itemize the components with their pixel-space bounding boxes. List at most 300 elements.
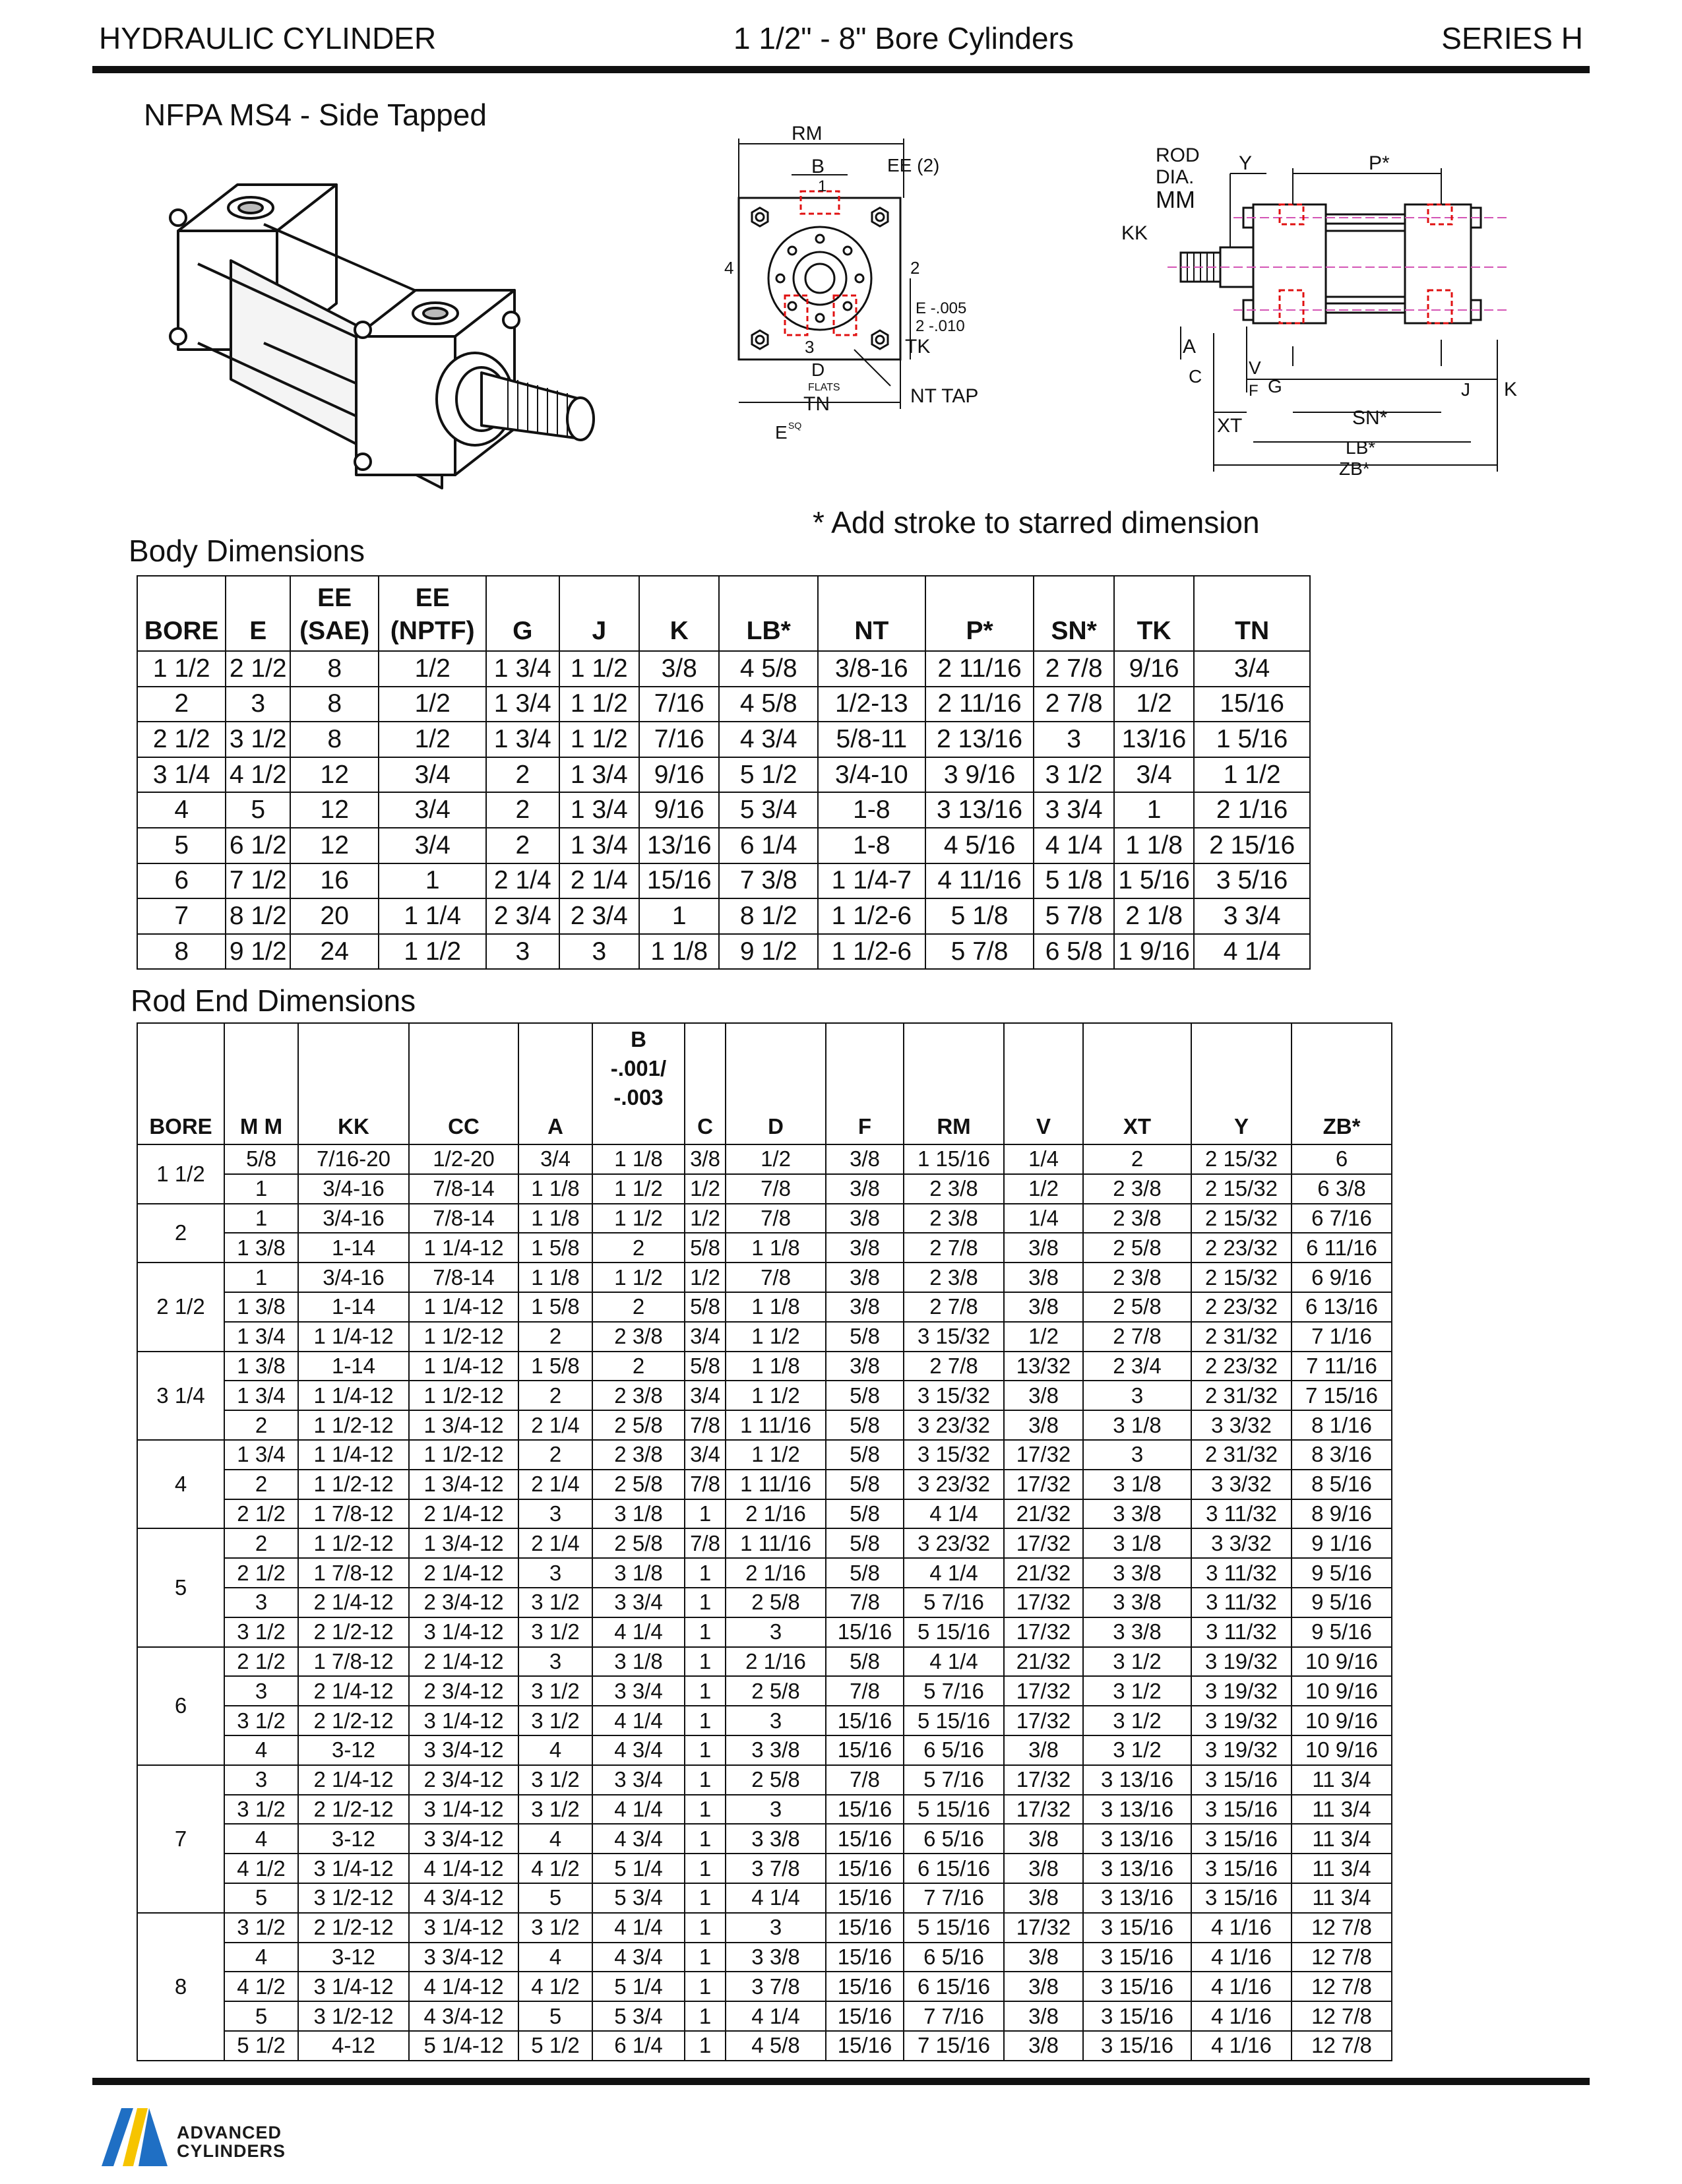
table-row [137, 2001, 1392, 2031]
svg-text:NT TAP: NT TAP [910, 385, 979, 407]
table-cell: 1/2 [379, 651, 486, 687]
table-cell: 3 15/16 [1191, 1824, 1292, 1854]
table-cell: 4 [518, 1735, 592, 1765]
table-cell: 3 3/4 [1194, 898, 1310, 934]
table-cell: 15/16 [826, 1854, 904, 1883]
body-header-line [487, 582, 559, 615]
table-cell: 3/8 [826, 1263, 904, 1292]
rod-col-11 [1083, 1023, 1191, 1144]
table-cell: 3 [726, 1706, 826, 1735]
rod-col-5 [592, 1023, 685, 1144]
table-cell: 2 23/32 [1191, 1352, 1292, 1381]
table-cell: 1 5/16 [1114, 863, 1194, 899]
table-cell: 1 11/16 [726, 1528, 826, 1558]
table-cell: 3/8 [826, 1233, 904, 1263]
table-cell: 7/16 [639, 687, 719, 722]
table-cell: 1 3/4 [486, 651, 559, 687]
rod-header-line [1192, 1054, 1291, 1083]
table-cell: 7/8 [726, 1174, 826, 1204]
table-cell: 3 1/2 [518, 1913, 592, 1943]
table-cell: 3/8 [1004, 1381, 1083, 1410]
table-row [137, 1824, 1392, 1854]
table-cell: 1 [685, 2031, 726, 2061]
body-header-line: (NPTF) [390, 617, 475, 645]
table-cell: 1/2-20 [409, 1144, 518, 1174]
svg-text:1: 1 [818, 177, 827, 195]
table-cell: 1 [685, 1795, 726, 1825]
table-cell: 2 5/8 [726, 1588, 826, 1617]
body-header-line: K [670, 617, 689, 645]
body-header-line: P* [966, 617, 993, 645]
bore-cell: 1 1/2 [137, 1144, 224, 1204]
table-cell: 1 7/8-12 [298, 1499, 409, 1529]
table-cell: 5 15/16 [904, 1617, 1004, 1647]
svg-text:2 -.010: 2 -.010 [916, 317, 965, 335]
table-cell: 2 [518, 1440, 592, 1470]
rod-header-line [685, 1025, 725, 1054]
table-cell: 1 1/8 [639, 934, 719, 970]
table-cell: 2 1/2-12 [298, 1913, 409, 1943]
table-cell: 17/32 [1004, 1470, 1083, 1499]
bore-cell: 1 1/2 [137, 651, 226, 687]
table-cell: 3 13/16 [1083, 1883, 1191, 1913]
rod-header-line [225, 1054, 297, 1083]
table-cell: 8 5/16 [1292, 1470, 1392, 1499]
table-cell: 1/2-13 [818, 687, 925, 722]
table-cell: 3 19/32 [1191, 1647, 1292, 1677]
table-cell: 4 1/4 [1194, 934, 1310, 970]
table-cell: 2 5/8 [592, 1528, 685, 1558]
table-cell: 2 [224, 1410, 298, 1440]
table-cell: 5/8 [826, 1322, 904, 1352]
table-cell: 7/8 [685, 1470, 726, 1499]
table-cell: 1 1/4-12 [409, 1233, 518, 1263]
table-cell: 3/8 [639, 651, 719, 687]
table-cell: 15/16 [826, 1824, 904, 1854]
table-row [137, 828, 1310, 863]
table-cell: 17/32 [1004, 1706, 1083, 1735]
table-cell: 6 1/4 [719, 828, 818, 863]
table-cell: 1/2 [379, 722, 486, 757]
table-cell: 3 11/32 [1191, 1588, 1292, 1617]
table-cell: 2 3/8 [904, 1204, 1004, 1233]
table-cell: 3-12 [298, 1735, 409, 1765]
table-cell: 3 1/2-12 [298, 2001, 409, 2031]
table-cell: 2 7/8 [904, 1233, 1004, 1263]
body-col-12 [1194, 576, 1310, 651]
table-cell: 1 [685, 1588, 726, 1617]
table-row [137, 792, 1310, 828]
table-cell: 4 3/4 [592, 1943, 685, 1972]
body-header-line [926, 582, 1034, 615]
table-cell: 15/16 [826, 1735, 904, 1765]
table-cell: 5 7/16 [904, 1765, 1004, 1795]
table-cell: 3/8 [1004, 1943, 1083, 1972]
table-cell: 3 [726, 1913, 826, 1943]
table-cell: 3 13/16 [1083, 1765, 1191, 1795]
table-cell: 2 [518, 1322, 592, 1352]
table-cell: 7/8-14 [409, 1174, 518, 1204]
table-row [137, 757, 1310, 793]
table-cell: 3 1/8 [592, 1499, 685, 1529]
table-row [137, 1233, 1392, 1263]
table-cell: 2 3/8 [592, 1381, 685, 1410]
table-cell: 2 1/16 [1194, 792, 1310, 828]
table-cell: 2 1/4-12 [409, 1499, 518, 1529]
cylinder-iso-drawing [132, 145, 607, 501]
table-cell: 1 1/2 [592, 1174, 685, 1204]
body-header-line: G [513, 617, 533, 645]
table-cell: 3 [559, 934, 639, 970]
svg-text:P*: P* [1369, 152, 1390, 174]
table-cell: 2 1/4 [486, 863, 559, 899]
table-cell: 3/4-10 [818, 757, 925, 793]
table-cell: 5 [518, 2001, 592, 2031]
table-cell: 1 3/4-12 [409, 1410, 518, 1440]
table-cell: 1 3/4 [559, 792, 639, 828]
table-cell: 2 [518, 1381, 592, 1410]
rod-header-line [726, 1083, 825, 1112]
table-cell: 1 1/4-12 [298, 1322, 409, 1352]
table-cell: 3/4 [518, 1144, 592, 1174]
table-cell: 13/32 [1004, 1352, 1083, 1381]
table-cell: 4 1/4 [904, 1499, 1004, 1529]
table-cell: 3/8 [1004, 1292, 1083, 1322]
table-cell: 3/4 [685, 1381, 726, 1410]
table-cell: 3 1/4-12 [298, 1972, 409, 2001]
table-cell: 3/8 [1004, 1735, 1083, 1765]
table-cell: 1/2 [685, 1174, 726, 1204]
table-cell: 1 1/2-12 [409, 1322, 518, 1352]
table-cell: 1 3/4-12 [409, 1470, 518, 1499]
table-cell: 1 9/16 [1114, 934, 1194, 970]
company-logo [99, 2106, 310, 2169]
body-col-8 [818, 576, 925, 651]
table-row [137, 1795, 1392, 1825]
table-cell: 1 [1114, 792, 1194, 828]
table-cell: 1 [685, 1854, 726, 1883]
table-cell: 3 [224, 1765, 298, 1795]
table-cell: 2 1/16 [726, 1647, 826, 1677]
header-subtitle: 1 1/2" - 8" Bore Cylinders [733, 21, 1074, 55]
table-cell: 3 1/2 [1083, 1676, 1191, 1706]
table-cell: 1/2 [1004, 1322, 1083, 1352]
rod-col-7 [726, 1023, 826, 1144]
table-cell: 15/16 [826, 2001, 904, 2031]
rod-col-2 [298, 1023, 409, 1144]
table-cell: 2 1/2 [224, 1499, 298, 1529]
table-row [137, 687, 1310, 722]
table-cell: 3 7/8 [726, 1972, 826, 2001]
table-cell: 2 7/8 [1083, 1322, 1191, 1352]
table-cell: 5 15/16 [904, 1706, 1004, 1735]
table-cell: 1 1/4-7 [818, 863, 925, 899]
svg-text:V: V [1249, 358, 1261, 378]
svg-text:SN*: SN* [1352, 407, 1388, 429]
table-cell: 11 3/4 [1292, 1854, 1392, 1883]
rod-col-12 [1191, 1023, 1292, 1144]
rod-header-line [299, 1025, 408, 1054]
table-cell: 6 3/8 [1292, 1174, 1392, 1204]
table-cell: 4 [224, 1943, 298, 1972]
table-cell: 5 1/2 [518, 2031, 592, 2061]
table-cell: 5 3/4 [592, 2001, 685, 2031]
table-cell: 2 7/8 [1034, 651, 1113, 687]
bore-cell: 3 1/4 [137, 757, 226, 793]
table-cell: 4 [518, 1824, 592, 1854]
table-cell: 3/4-16 [298, 1204, 409, 1233]
table-cell: 4 1/4-12 [409, 1854, 518, 1883]
table-cell: 1 1/2-12 [298, 1470, 409, 1499]
table-cell: 4 5/8 [719, 651, 818, 687]
table-cell: 1 15/16 [904, 1144, 1004, 1174]
table-cell: 2 1/2 [226, 651, 290, 687]
rod-header-line [1005, 1083, 1082, 1112]
table-cell: 2 23/32 [1191, 1233, 1292, 1263]
table-cell: 3 [518, 1647, 592, 1677]
table-cell: 2 3/4 [486, 898, 559, 934]
table-cell: 2 3/4 [559, 898, 639, 934]
table-cell: 3 9/16 [925, 757, 1034, 793]
table-cell: 3 3/4-12 [409, 1824, 518, 1854]
table-cell: 12 7/8 [1292, 1943, 1392, 1972]
table-cell: 3 13/16 [1083, 1824, 1191, 1854]
table-cell: 1 [685, 1706, 726, 1735]
table-cell: 2 5/8 [1083, 1292, 1191, 1322]
table-cell: 20 [290, 898, 379, 934]
table-cell: 2 7/8 [1034, 687, 1113, 722]
rod-col-1 [224, 1023, 298, 1144]
rod-end-dimensions-title: Rod End Dimensions [131, 983, 416, 1018]
table-cell: 7/8 [726, 1263, 826, 1292]
svg-text:KK: KK [1121, 222, 1148, 244]
table-cell: 1 1/8 [518, 1263, 592, 1292]
table-row [137, 1706, 1392, 1735]
table-row [137, 2031, 1392, 2061]
table-cell: 3 1/2 [1083, 1647, 1191, 1677]
side-view-drawing [1115, 142, 1543, 485]
table-cell: 1 3/4 [559, 828, 639, 863]
table-cell: 4 1/4 [726, 1883, 826, 1913]
table-cell: 3 [1083, 1440, 1191, 1470]
table-cell: 8 1/2 [719, 898, 818, 934]
table-cell: 2 11/16 [925, 687, 1034, 722]
body-header-line: NT [854, 617, 889, 645]
table-cell: 2 31/32 [1191, 1440, 1292, 1470]
rod-header-line [138, 1025, 224, 1054]
table-cell: 1 1/2 [559, 651, 639, 687]
body-header-line [560, 582, 639, 615]
bore-cell: 7 [137, 1765, 224, 1913]
table-cell: 2 1/4 [559, 863, 639, 899]
table-cell: 3 1/2 [1083, 1735, 1191, 1765]
svg-text:D: D [811, 359, 825, 380]
table-cell: 4 1/4 [726, 2001, 826, 2031]
table-cell: 3 1/2 [518, 1588, 592, 1617]
table-cell: 4-12 [298, 2031, 409, 2061]
table-cell: 1/4 [1004, 1144, 1083, 1174]
table-cell: 9 1/2 [226, 934, 290, 970]
table-cell: 3 13/16 [1083, 1795, 1191, 1825]
table-cell: 3 [226, 687, 290, 722]
rod-header-line [1084, 1054, 1191, 1083]
table-cell: 7/8 [726, 1204, 826, 1233]
table-cell: 4 5/8 [726, 2031, 826, 2061]
table-cell: 3/8 [826, 1352, 904, 1381]
svg-text:E: E [775, 422, 788, 443]
table-cell: 1 3/4 [559, 757, 639, 793]
table-cell: 1 1/2 [726, 1322, 826, 1352]
rod-header-line [1084, 1083, 1191, 1112]
table-cell: 2 3/8 [592, 1322, 685, 1352]
table-cell: 3 5/16 [1194, 863, 1310, 899]
table-cell: 1 11/16 [726, 1470, 826, 1499]
table-cell: 1 1/4 [379, 898, 486, 934]
table-cell: 1/2 [379, 687, 486, 722]
table-cell: 1-14 [298, 1233, 409, 1263]
table-cell: 6 5/8 [1034, 934, 1113, 970]
rod-header-line: CC [448, 1114, 480, 1139]
svg-text:TK: TK [905, 336, 931, 358]
svg-text:J: J [1461, 379, 1470, 400]
bore-cell: 5 [137, 828, 226, 863]
table-cell: 2 1/4-12 [409, 1558, 518, 1588]
rod-col-4 [518, 1023, 592, 1144]
rod-header-line [1084, 1025, 1191, 1054]
rod-header-line [138, 1054, 224, 1083]
table-cell: 2 1/4 [518, 1410, 592, 1440]
table-cell: 1/2 [685, 1204, 726, 1233]
table-cell: 1 1/8 [518, 1204, 592, 1233]
table-cell: 3 1/2 [518, 1706, 592, 1735]
rod-header-line: XT [1123, 1114, 1152, 1139]
table-cell: 11 3/4 [1292, 1795, 1392, 1825]
table-cell: 3 3/8 [1083, 1588, 1191, 1617]
rod-header-line: Y [1233, 1114, 1249, 1139]
rod-col-0 [137, 1023, 224, 1144]
table-cell: 15/16 [826, 1883, 904, 1913]
body-header-line [226, 582, 290, 615]
table-cell: 4 5/8 [719, 687, 818, 722]
table-cell: 10 9/16 [1292, 1676, 1392, 1706]
table-cell: 3/8 [1004, 1263, 1083, 1292]
table-cell: 2 3/4-12 [409, 1676, 518, 1706]
table-cell: 7/8-14 [409, 1204, 518, 1233]
table-cell: 3 15/32 [904, 1322, 1004, 1352]
table-cell: 5 3/4 [719, 792, 818, 828]
table-cell: 6 7/16 [1292, 1204, 1392, 1233]
rod-header-line [1292, 1083, 1391, 1112]
table-cell: 5 15/16 [904, 1913, 1004, 1943]
table-cell: 2 3/8 [904, 1263, 1004, 1292]
rod-header-line [225, 1025, 297, 1054]
table-cell: 3 3/4 [592, 1588, 685, 1617]
table-cell: 1 1/2 [379, 934, 486, 970]
table-cell: 9 5/16 [1292, 1588, 1392, 1617]
table-cell: 6 15/16 [904, 1972, 1004, 2001]
table-cell: 6 5/16 [904, 1824, 1004, 1854]
table-cell: 6 11/16 [1292, 1233, 1392, 1263]
table-cell: 17/32 [1004, 1676, 1083, 1706]
rod-header-line: B [631, 1027, 646, 1051]
body-header-line: (SAE) [299, 617, 370, 645]
table-cell: 3 1/2 [224, 1706, 298, 1735]
rod-header-line: ZB* [1323, 1114, 1361, 1139]
body-col-3 [379, 576, 486, 651]
table-cell: 13/16 [639, 828, 719, 863]
table-cell: 9/16 [1114, 651, 1194, 687]
table-row [137, 1883, 1392, 1913]
table-cell: 5/8 [685, 1352, 726, 1381]
table-cell: 1/2 [1114, 687, 1194, 722]
svg-text:TN: TN [803, 393, 830, 415]
body-table-header [137, 576, 1310, 651]
table-cell: 4 1/4 [592, 1795, 685, 1825]
table-cell: 2 1/4-12 [298, 1588, 409, 1617]
table-cell: 2 [486, 792, 559, 828]
table-cell: 5 1/8 [925, 898, 1034, 934]
table-cell: 3 15/16 [1191, 1795, 1292, 1825]
table-cell: 4 1/2 [224, 1854, 298, 1883]
table-cell: 15/16 [639, 863, 719, 899]
svg-text:G: G [1268, 376, 1282, 396]
rod-header-line [726, 1054, 825, 1083]
table-cell: 3/4 [1114, 757, 1194, 793]
table-cell: 1 1/2 [592, 1204, 685, 1233]
table-cell: 2 1/4-12 [409, 1647, 518, 1677]
table-cell: 1 3/4 [224, 1322, 298, 1352]
table-cell: 2 1/4-12 [298, 1676, 409, 1706]
table-cell: 3 15/32 [904, 1440, 1004, 1470]
table-cell: 3 11/32 [1191, 1617, 1292, 1647]
table-cell: 3 1/8 [1083, 1410, 1191, 1440]
table-cell: 7/8 [685, 1528, 726, 1558]
table-cell: 11 3/4 [1292, 1883, 1392, 1913]
table-cell: 4 1/4 [592, 1617, 685, 1647]
table-cell: 1 3/4 [224, 1440, 298, 1470]
rod-header-line [685, 1083, 725, 1112]
table-cell: 12 [290, 792, 379, 828]
table-row [137, 934, 1310, 970]
table-cell: 1 7/8-12 [298, 1558, 409, 1588]
table-cell: 3 1/2 [518, 1795, 592, 1825]
table-cell: 1 [685, 1676, 726, 1706]
table-cell: 2 31/32 [1191, 1381, 1292, 1410]
rod-col-6 [685, 1023, 726, 1144]
rod-header-line [1005, 1054, 1082, 1083]
table-cell: 15/16 [826, 1913, 904, 1943]
table-cell: 1 1/2 [559, 687, 639, 722]
table-cell: 1 1/2 [726, 1440, 826, 1470]
rod-col-9 [904, 1023, 1004, 1144]
table-cell: 3 19/32 [1191, 1735, 1292, 1765]
table-cell: 1-14 [298, 1292, 409, 1322]
table-row [137, 863, 1310, 899]
body-header-line: J [592, 617, 607, 645]
rod-header-line [519, 1025, 592, 1054]
svg-text:A: A [1183, 336, 1197, 358]
svg-text:XT: XT [1217, 415, 1243, 437]
table-cell: 3/4 [379, 792, 486, 828]
table-cell: 2 11/16 [925, 651, 1034, 687]
table-cell: 15/16 [826, 1706, 904, 1735]
table-cell: 9/16 [639, 757, 719, 793]
rod-header-line [1292, 1054, 1391, 1083]
table-cell: 5 3/4 [592, 1883, 685, 1913]
table-cell: 1 5/16 [1194, 722, 1310, 757]
table-cell: 3/8 [1004, 1883, 1083, 1913]
table-cell: 3 19/32 [1191, 1706, 1292, 1735]
